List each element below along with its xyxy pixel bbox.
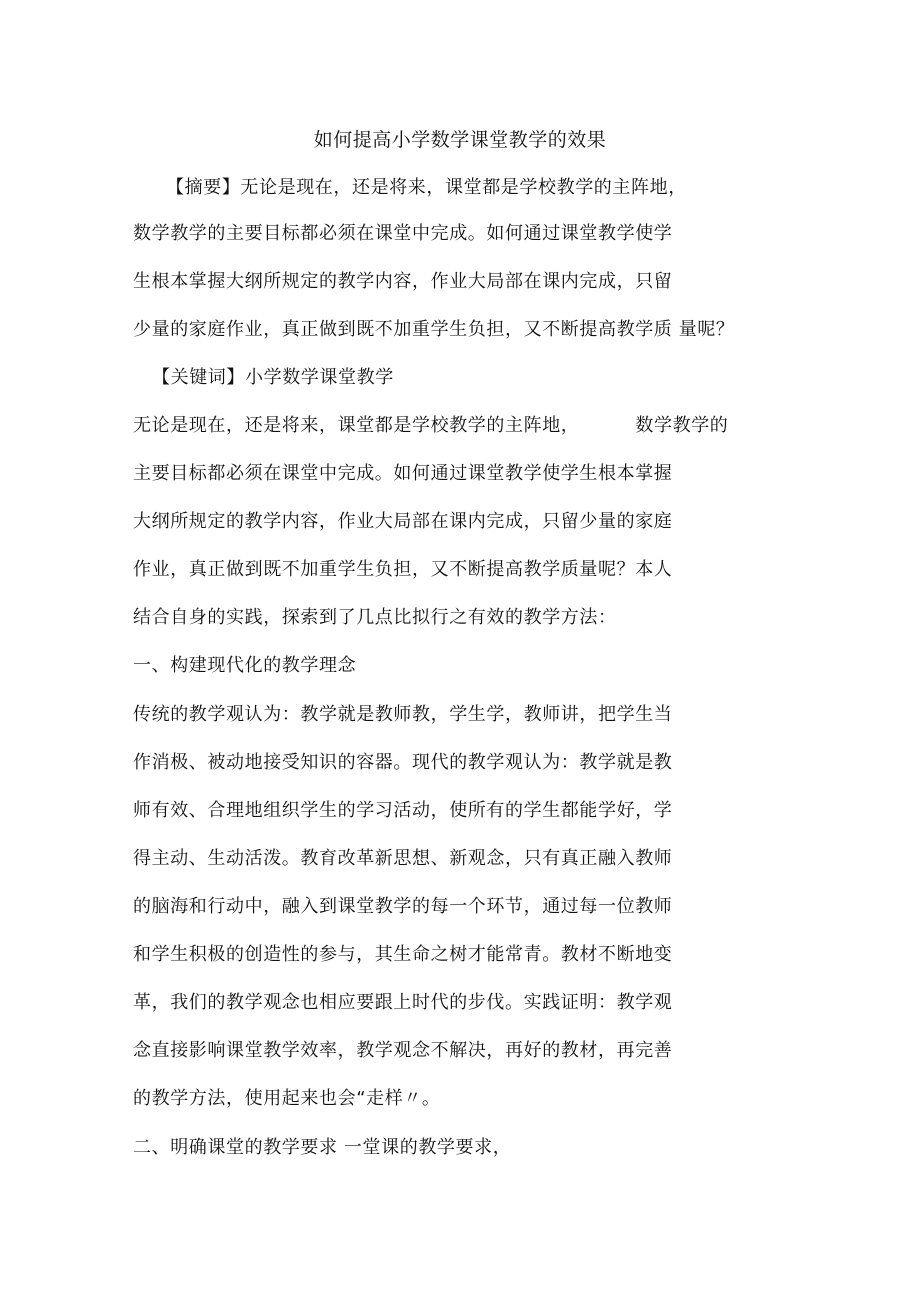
section1-line-5: 的脑海和行动中，融入到课堂教学的每一个环节，通过每一位教师 xyxy=(133,896,673,917)
abstract-line-4: 少量的家庭作业，真正做到既不加重学生负担，又不断提高教学质 量呢？ xyxy=(133,319,735,340)
intro-line-4: 作业，真正做到既不加重学生负担，又不断提高教学质量呢？本人 xyxy=(133,559,673,580)
intro-line-3: 大纲所规定的教学内容，作业大局部在课内完成，只留少量的家庭 xyxy=(133,511,673,532)
section1-line-6: 和学生积极的创造性的参与，其生命之树才能常青。教材不断地变 xyxy=(133,944,673,965)
section2-heading: 二、明确课堂的教学要求 一堂课的教学要求， xyxy=(133,1137,512,1158)
intro-line-2: 主要目标都必须在课堂中完成。如何通过课堂教学使学生根本掌握 xyxy=(133,463,673,484)
abstract-line-1: 【摘要】无论是现在，还是将来，课堂都是学校教学的主阵地， xyxy=(166,177,687,198)
section1-line-9: 的教学方法，使用起来也会“走样〃。 xyxy=(133,1088,441,1109)
section1-heading: 一、构建现代化的教学理念 xyxy=(133,655,357,676)
abstract-line-3: 生根本掌握大纲所规定的教学内容，作业大局部在课内完成，只留 xyxy=(133,271,673,292)
keywords-line: 【关键词】小学数学课堂教学 xyxy=(152,367,394,388)
section1-line-2: 作消极、被动地接受知识的容器。现代的教学观认为：教学就是教 xyxy=(133,752,673,773)
section1-line-1: 传统的教学观认为：教学就是教师教，学生学，教师讲，把学生当 xyxy=(133,704,673,725)
section1-line-3: 师有效、合理地组织学生的学习活动，使所有的学生都能学好，学 xyxy=(133,800,673,821)
section1-line-8: 念直接影响课堂教学效率，教学观念不解决，再好的教材，再完善 xyxy=(133,1040,673,1061)
abstract-line-2: 数学教学的主要目标都必须在课堂中完成。如何通过课堂教学使学 xyxy=(133,223,673,244)
intro-line-1-part-a: 无论是现在，还是将来，课堂都是学校教学的主阵地， xyxy=(133,415,580,436)
intro-line-5: 结合自身的实践，探索到了几点比拟行之有效的教学方法： xyxy=(133,607,617,628)
intro-line-1 xyxy=(133,414,728,438)
intro-line-1-part-b: 数学教学的 xyxy=(635,415,729,436)
section1-line-7: 革，我们的教学观念也相应要跟上时代的步伐。实践证明：教学观 xyxy=(133,992,673,1013)
document-title: 如何提高小学数学课堂教学的效果 xyxy=(313,129,607,151)
section1-line-4: 得主动、生动活泼。教育改革新思想、新观念，只有真正融入教师 xyxy=(133,848,673,869)
